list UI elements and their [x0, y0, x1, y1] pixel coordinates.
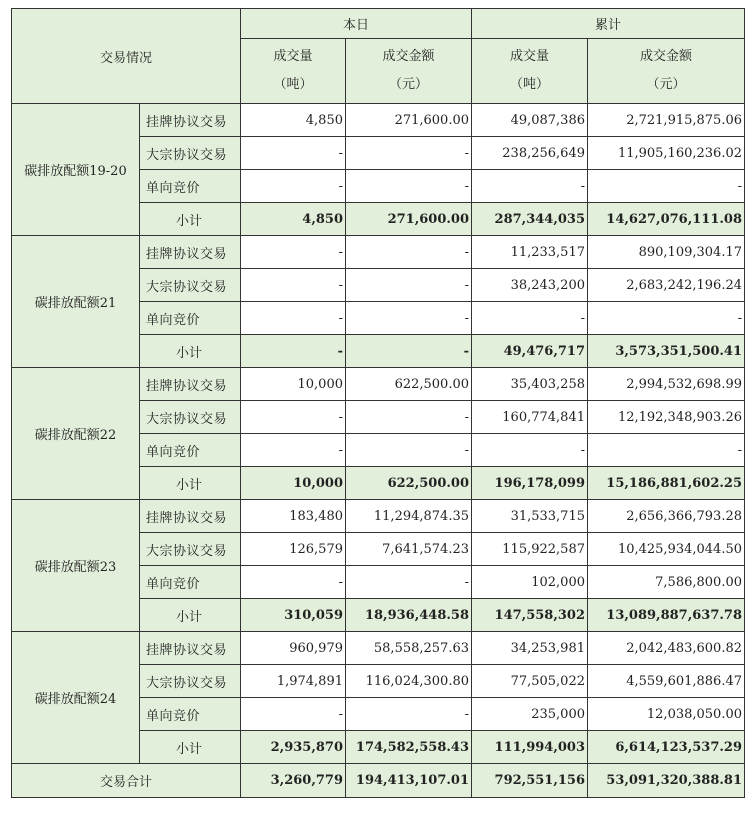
cum-amount-cell: 2,994,532,698.99	[588, 368, 745, 401]
cum-volume-cell: 196,178,099	[472, 467, 588, 500]
subtotal-label: 小计	[140, 203, 241, 236]
amount-unit: （元）	[388, 77, 428, 92]
today-amount-cell: -	[346, 566, 472, 599]
today-amount-cell: -	[346, 137, 472, 170]
table-row	[12, 500, 745, 533]
volume-label: 成交量	[509, 49, 549, 64]
today-volume-cell: 10,000	[241, 467, 346, 500]
cum-amount-cell: 4,559,601,886.47	[588, 665, 745, 698]
cum-volume-cell: 147,558,302	[472, 599, 588, 632]
trade-type-label: 单向竞价	[140, 566, 241, 599]
cum-amount-cell: 12,038,050.00	[588, 698, 745, 731]
today-amount-cell: -	[346, 269, 472, 302]
cum-amount-cell: 11,905,160,236.02	[588, 137, 745, 170]
cum-amount-cell: 2,683,242,196.24	[588, 269, 745, 302]
today-volume-cell: 2,935,870	[241, 731, 346, 764]
cum-volume-cell: 49,476,717	[472, 335, 588, 368]
cum-volume-cell: 77,505,022	[472, 665, 588, 698]
trade-type-label: 单向竞价	[140, 170, 241, 203]
cum-volume-cell: 34,253,981	[472, 632, 588, 665]
table-row	[12, 368, 745, 401]
cum-amount-cell: 12,192,348,903.26	[588, 401, 745, 434]
today-volume-cell: 4,850	[241, 203, 346, 236]
volume-unit: （吨）	[509, 77, 549, 92]
total-cum-volume: 792,551,156	[472, 764, 588, 798]
header-cum-volume	[472, 39, 588, 104]
today-amount-cell: 116,024,300.80	[346, 665, 472, 698]
cum-volume-cell: 115,922,587	[472, 533, 588, 566]
today-amount-cell: -	[346, 236, 472, 269]
today-volume-cell: -	[241, 236, 346, 269]
today-amount-cell: 271,600.00	[346, 203, 472, 236]
today-amount-cell: 7,641,574.23	[346, 533, 472, 566]
header-cum-amount	[588, 39, 745, 104]
today-volume-cell: -	[241, 401, 346, 434]
today-volume-cell: 183,480	[241, 500, 346, 533]
today-amount-cell: -	[346, 335, 472, 368]
today-volume-cell: 310,059	[241, 599, 346, 632]
amount-unit: （元）	[646, 77, 686, 92]
cum-volume-cell: 11,233,517	[472, 236, 588, 269]
today-amount-cell: 271,600.00	[346, 104, 472, 137]
today-amount-cell: 622,500.00	[346, 368, 472, 401]
today-volume-cell: -	[241, 137, 346, 170]
allowance-group-label: 碳排放配额23	[12, 500, 140, 632]
total-today-amount: 194,413,107.01	[346, 764, 472, 798]
cum-volume-cell: 35,403,258	[472, 368, 588, 401]
cum-volume-cell: 238,256,649	[472, 137, 588, 170]
volume-label: 成交量	[273, 49, 313, 64]
allowance-group-label: 碳排放配额22	[12, 368, 140, 500]
today-volume-cell: -	[241, 434, 346, 467]
trading-summary-table	[11, 8, 745, 798]
today-amount-cell: -	[346, 302, 472, 335]
today-amount-cell: -	[346, 434, 472, 467]
trade-type-label: 大宗协议交易	[140, 401, 241, 434]
trade-type-label: 大宗协议交易	[140, 533, 241, 566]
today-volume-cell: -	[241, 566, 346, 599]
today-amount-cell: 11,294,874.35	[346, 500, 472, 533]
header-today-volume	[241, 39, 346, 104]
cum-amount-cell: -	[588, 302, 745, 335]
allowance-group-label: 碳排放配额19-20	[12, 104, 140, 236]
cum-amount-cell: 13,089,887,637.78	[588, 599, 745, 632]
trade-type-label: 挂牌协议交易	[140, 632, 241, 665]
table-row	[12, 236, 745, 269]
today-amount-cell: 622,500.00	[346, 467, 472, 500]
cum-amount-cell: 15,186,881,602.25	[588, 467, 745, 500]
trade-type-label: 挂牌协议交易	[140, 500, 241, 533]
trade-type-label: 单向竞价	[140, 698, 241, 731]
today-volume-cell: 1,974,891	[241, 665, 346, 698]
cum-volume-cell: 160,774,841	[472, 401, 588, 434]
cum-amount-cell: -	[588, 434, 745, 467]
total-row	[12, 764, 745, 798]
cum-volume-cell: -	[472, 302, 588, 335]
today-volume-cell: 960,979	[241, 632, 346, 665]
header-cumulative: 累计	[472, 9, 745, 39]
trade-type-label: 大宗协议交易	[140, 137, 241, 170]
amount-label: 成交金额	[639, 49, 692, 64]
trade-type-label: 挂牌协议交易	[140, 368, 241, 401]
today-amount-cell: -	[346, 698, 472, 731]
cum-amount-cell: -	[588, 170, 745, 203]
cum-amount-cell: 7,586,800.00	[588, 566, 745, 599]
cum-amount-cell: 14,627,076,111.08	[588, 203, 745, 236]
header-today-amount	[346, 39, 472, 104]
amount-label: 成交金额	[382, 49, 435, 64]
today-volume-cell: -	[241, 170, 346, 203]
table-row	[12, 632, 745, 665]
cum-amount-cell: 2,042,483,600.82	[588, 632, 745, 665]
today-volume-cell: 126,579	[241, 533, 346, 566]
trade-type-label: 挂牌协议交易	[140, 236, 241, 269]
today-volume-cell: 10,000	[241, 368, 346, 401]
cum-amount-cell: 2,721,915,875.06	[588, 104, 745, 137]
cum-volume-cell: 31,533,715	[472, 500, 588, 533]
cum-volume-cell: 287,344,035	[472, 203, 588, 236]
allowance-group-label: 碳排放配额24	[12, 632, 140, 764]
trade-type-label: 大宗协议交易	[140, 269, 241, 302]
table-body	[12, 104, 745, 764]
cum-volume-cell: 49,087,386	[472, 104, 588, 137]
today-volume-cell: 4,850	[241, 104, 346, 137]
trade-type-label: 单向竞价	[140, 434, 241, 467]
cum-volume-cell: 102,000	[472, 566, 588, 599]
trade-type-label: 单向竞价	[140, 302, 241, 335]
cum-volume-cell: 235,000	[472, 698, 588, 731]
cum-amount-cell: 10,425,934,044.50	[588, 533, 745, 566]
header-trading-status: 交易情况	[12, 9, 241, 104]
today-volume-cell: -	[241, 302, 346, 335]
today-volume-cell: -	[241, 269, 346, 302]
cum-volume-cell: 38,243,200	[472, 269, 588, 302]
header-today: 本日	[241, 9, 472, 39]
cum-volume-cell: -	[472, 434, 588, 467]
cum-amount-cell: 890,109,304.17	[588, 236, 745, 269]
allowance-group-label: 碳排放配额21	[12, 236, 140, 368]
today-amount-cell: -	[346, 170, 472, 203]
subtotal-label: 小计	[140, 731, 241, 764]
today-volume-cell: -	[241, 335, 346, 368]
volume-unit: （吨）	[273, 77, 313, 92]
total-today-volume: 3,260,779	[241, 764, 346, 798]
table-row	[12, 104, 745, 137]
total-cum-amount: 53,091,320,388.81	[588, 764, 745, 798]
today-volume-cell: -	[241, 698, 346, 731]
trade-type-label: 挂牌协议交易	[140, 104, 241, 137]
trade-type-label: 大宗协议交易	[140, 665, 241, 698]
cum-volume-cell: -	[472, 170, 588, 203]
cum-amount-cell: 3,573,351,500.41	[588, 335, 745, 368]
cum-amount-cell: 6,614,123,537.29	[588, 731, 745, 764]
subtotal-label: 小计	[140, 335, 241, 368]
subtotal-label: 小计	[140, 599, 241, 632]
today-amount-cell: 18,936,448.58	[346, 599, 472, 632]
total-label: 交易合计	[12, 764, 241, 798]
cum-amount-cell: 2,656,366,793.28	[588, 500, 745, 533]
cum-volume-cell: 111,994,003	[472, 731, 588, 764]
today-amount-cell: 58,558,257.63	[346, 632, 472, 665]
today-amount-cell: -	[346, 401, 472, 434]
today-amount-cell: 174,582,558.43	[346, 731, 472, 764]
subtotal-label: 小计	[140, 467, 241, 500]
